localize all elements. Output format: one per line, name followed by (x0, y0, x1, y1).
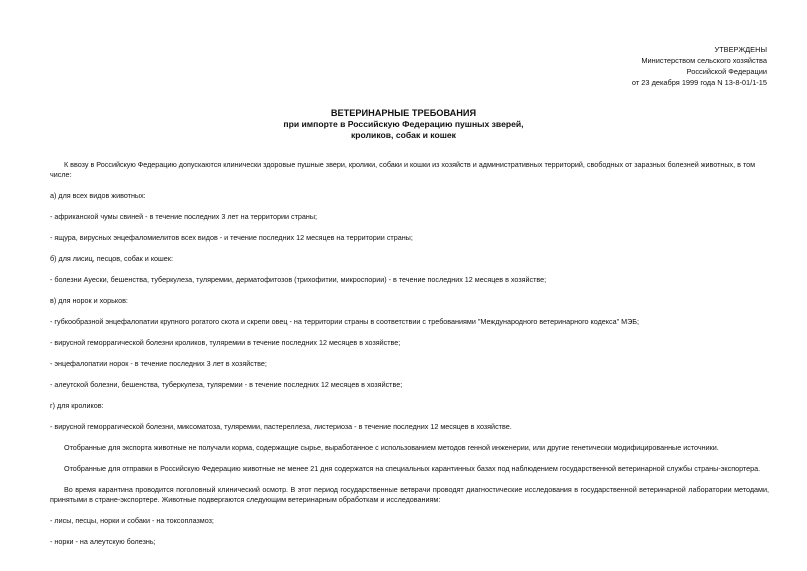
paragraph: Отобранные для экспорта животные не получали корма, содержащие сырье, выработанное с использованием методов генной инженерии, или другие генетически модифицированные источники. (64, 443, 719, 452)
paragraph: а) для всех видов животных: (50, 191, 146, 200)
paragraph: - болезни Ауески, бешенства, туберкулеза, туляремии, дерматофитозов (трихофитии, микроспории) - в течение последних 12 месяцев в хозяйстве; (50, 275, 547, 284)
paragraph: в) для норок и хорьков: (50, 296, 128, 305)
paragraph: - норки - на алеутскую болезнь; (50, 537, 156, 546)
paragraph: - губкообразной энцефалопатии крупного рогатого скота и скрепи овец - на территории страны в соответствии с требованиями "Международного ветеринарного кодекса" МЭБ; (50, 317, 640, 326)
document-body (50, 160, 769, 547)
paragraph: - ящура, вирусных энцефаломиелитов всех видов - и течение последних 12 месяцев на территории страны; (50, 233, 413, 242)
approval-line-4: от 23 декабря 1999 года N 13-8-01/1-15 (631, 78, 767, 87)
paragraph: - вирусной геморрагической болезни кроликов, туляремии в течение последних 12 месяцев в хозяйстве; (50, 338, 401, 347)
paragraph: - вирусной геморрагической болезни, миксоматоза, туляремии, пастереллеза, листериоза - в течение последних 12 месяцев в хозяйстве. (50, 422, 512, 431)
approval-block (632, 44, 767, 88)
paragraph: - энцефалопатии норок - в течение последних 3 лет в хозяйстве; (50, 359, 267, 368)
title-line-1: ВЕТЕРИНАРНЫЕ ТРЕБОВАНИЯ (330, 108, 477, 118)
paragraph: Отобранные для отправки в Российскую Федерацию животные не менее 21 дня содержатся на специальных карантинных базах под наблюдением государственной ветеринарной службы страны-экспортера. (64, 464, 761, 473)
paragraph: г) для кроликов: (50, 401, 104, 410)
paragraph: К ввозу в Российскую Федерацию допускаются клинически здоровые пушные звери, кролики, собаки и кошки из хозяйств и административных территорий, свободных от заразных болезней животных, в том числе: (50, 160, 756, 179)
document-title (0, 108, 807, 141)
approval-line-1: УТВЕРЖДЕНЫ (714, 45, 767, 54)
paragraph: б) для лисиц, песцов, собак и кошек: (50, 254, 173, 263)
title-line-3: кроликов, собак и кошек (351, 130, 456, 140)
approval-line-2: Министерством сельского хозяйства (641, 56, 767, 65)
title-line-2: при импорте в Российскую Федерацию пушных зверей, (283, 119, 524, 129)
paragraph: - лисы, песцы, норки и собаки - на токсоплазмоз; (50, 516, 214, 525)
paragraph: - алеутской болезни, бешенства, туберкулеза, туляремии - в течение последних 12 месяцев в хозяйстве; (50, 380, 403, 389)
paragraph: Во время карантина проводится поголовный клинический осмотр. В этот период государственные ветврачи проводят диагностические исследования в государственной ветеринарной лаборатории методами, принятыми в стране-экспортере. Животные подвергаются следующим ветеринарным обработкам и исследованиям: (50, 485, 769, 504)
paragraph: - африканской чумы свиней - в течение последних 3 лет на территории страны; (50, 212, 318, 221)
approval-line-3: Российской Федерации (686, 67, 767, 76)
